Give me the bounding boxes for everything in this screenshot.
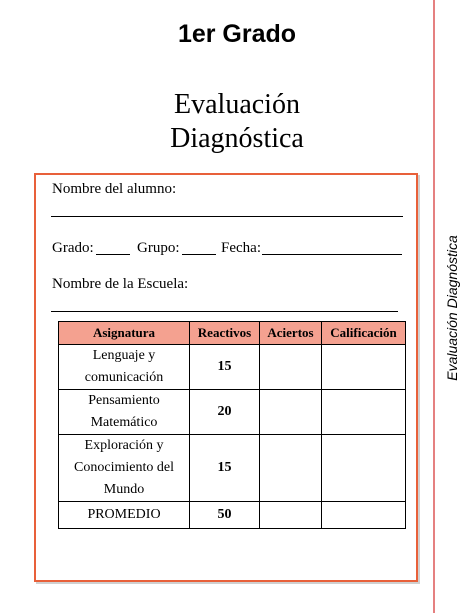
grades-table: [58, 321, 406, 529]
header-correct: Aciertos: [260, 322, 322, 345]
grade-cell[interactable]: [322, 345, 406, 390]
correct-cell[interactable]: [260, 390, 322, 435]
table-row: [59, 345, 406, 390]
grade-field[interactable]: [96, 254, 130, 255]
grade-cell[interactable]: [322, 502, 406, 529]
items-cell: 50: [190, 502, 260, 529]
grade-cell[interactable]: [322, 390, 406, 435]
items-cell: 15: [190, 345, 260, 390]
subject-line: Pensamiento: [88, 393, 160, 408]
subject-line: comunicación: [84, 370, 164, 385]
subject-line: Exploración y: [84, 438, 164, 453]
subject-cell: [59, 502, 190, 529]
items-cell: 15: [190, 435, 260, 502]
date-label: Fecha:: [221, 240, 261, 256]
side-vertical-title: Evaluación Diagnóstica: [444, 235, 460, 381]
correct-cell[interactable]: [260, 345, 322, 390]
subject-line: PROMEDIO: [87, 507, 161, 522]
page-title: [0, 88, 474, 156]
school-name-label: Nombre de la Escuela:: [52, 276, 189, 292]
date-field[interactable]: [262, 254, 402, 255]
page-title-line-2: Diagnóstica: [170, 123, 304, 154]
page-title-line-1: Evaluación: [174, 89, 300, 120]
group-label: Grupo:: [137, 240, 180, 256]
table-row: [59, 390, 406, 435]
subject-cell: [59, 345, 190, 390]
header-items: Reactivos: [190, 322, 260, 345]
student-name-label: Nombre del alumno:: [52, 181, 177, 197]
table-row: [59, 435, 406, 502]
header-grade: Calificación: [322, 322, 406, 345]
subject-cell: [59, 435, 190, 502]
side-divider: [433, 0, 435, 613]
correct-cell[interactable]: [260, 502, 322, 529]
grade-cell[interactable]: [322, 435, 406, 502]
subject-line: Lenguaje y: [92, 348, 156, 363]
group-field[interactable]: [182, 254, 216, 255]
grade-label: Grado:: [52, 240, 94, 256]
grade-heading: 1er Grado: [177, 20, 297, 48]
table-header-row: [59, 322, 406, 345]
subject-line: Mundo: [103, 482, 145, 497]
school-name-field[interactable]: [51, 311, 398, 312]
correct-cell[interactable]: [260, 435, 322, 502]
table-row: [59, 502, 406, 529]
student-name-field[interactable]: [51, 216, 403, 217]
subject-line: Matemático: [90, 415, 158, 430]
subject-cell: [59, 390, 190, 435]
subject-line: Conocimiento del: [74, 460, 174, 475]
header-subject: Asignatura: [59, 322, 190, 345]
items-cell: 20: [190, 390, 260, 435]
